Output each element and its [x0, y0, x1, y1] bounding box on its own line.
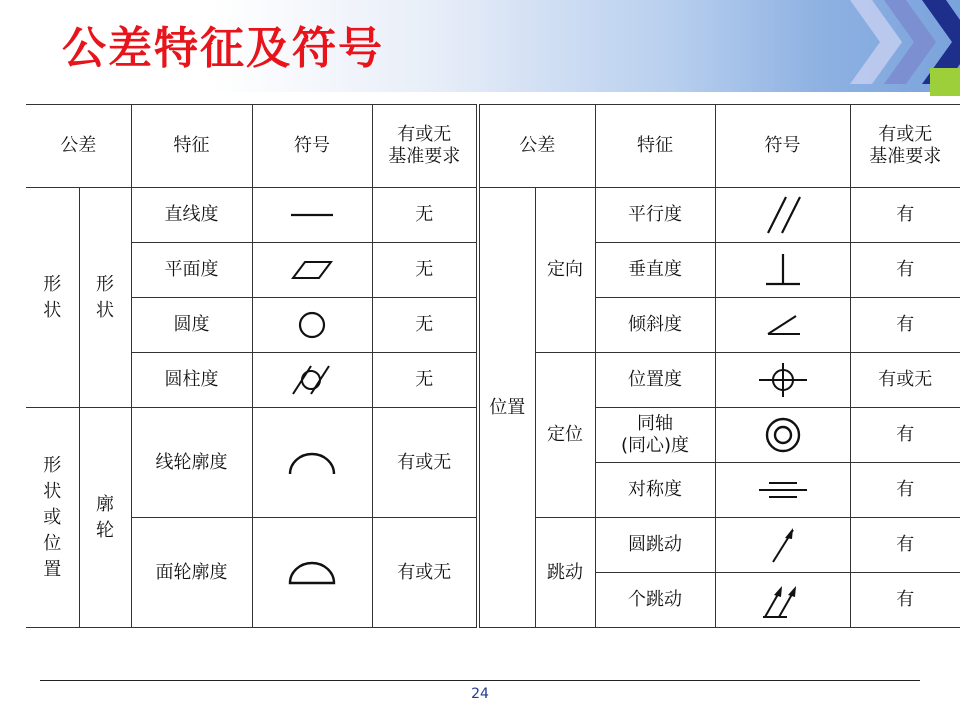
tolerance-table — [26, 104, 960, 628]
datum-cell: 有 — [850, 298, 960, 353]
symbol-cell — [715, 463, 850, 518]
circularity-icon — [292, 309, 332, 341]
page-title: 公差特征及符号 — [62, 23, 384, 74]
feature-cell: 平行度 — [595, 188, 715, 243]
footer-divider — [40, 680, 920, 681]
symbol-cell — [252, 518, 372, 628]
datum-cell: 有或无 — [372, 408, 478, 518]
datum-cell: 有 — [850, 408, 960, 463]
feature-cell: 圆跳动 — [595, 518, 715, 573]
feature-cell: 线轮廓度 — [131, 408, 252, 518]
header-tolerance-left: 公差 — [26, 105, 131, 188]
feature-cell: 位置度 — [595, 353, 715, 408]
datum-cell: 有 — [850, 188, 960, 243]
symbol-cell — [715, 298, 850, 353]
header-symbol-right: 符号 — [715, 105, 850, 188]
symbol-cell — [252, 408, 372, 518]
datum-cell: 有 — [850, 518, 960, 573]
feature-cell: 直线度 — [131, 188, 252, 243]
datum-cell: 有或无 — [372, 518, 478, 628]
datum-cell: 无 — [372, 243, 478, 298]
group-orientation: 定向 — [535, 188, 595, 353]
symbol-cell — [715, 243, 850, 298]
symbol-cell — [252, 353, 372, 408]
circular-runout-icon — [763, 524, 803, 566]
header-feature-left: 特征 — [131, 105, 252, 188]
feature-cell: 平面度 — [131, 243, 252, 298]
datum-cell: 有 — [850, 463, 960, 518]
datum-cell: 无 — [372, 188, 478, 243]
header-symbol-left: 符号 — [252, 105, 372, 188]
group-position-outer: 位置 — [478, 188, 535, 628]
symmetry-icon — [755, 477, 811, 503]
group-shape-outer: 形状 — [26, 188, 79, 408]
header-tolerance-right: 公差 — [478, 105, 595, 188]
group-location: 定位 — [535, 353, 595, 518]
group-profile: 廓轮 — [79, 408, 131, 628]
header-datum-right: 有或无 基准要求 — [850, 105, 960, 188]
page-number: 24 — [471, 686, 489, 702]
position-icon — [753, 360, 813, 400]
symbol-cell — [715, 353, 850, 408]
group-shape-inner: 形状 — [79, 188, 131, 408]
symbol-cell — [252, 188, 372, 243]
total-runout-icon — [757, 579, 809, 621]
feature-cell: 同轴 (同心)度 — [595, 408, 715, 463]
symbol-cell — [715, 408, 850, 463]
feature-cell: 倾斜度 — [595, 298, 715, 353]
header-feature-right: 特征 — [595, 105, 715, 188]
group-runout: 跳动 — [535, 518, 595, 628]
datum-cell: 有或无 — [850, 353, 960, 408]
group-shape-or-position: 形状或位置 — [26, 408, 79, 628]
symbol-cell — [715, 518, 850, 573]
symbol-cell — [715, 188, 850, 243]
header-datum-left: 有或无 基准要求 — [372, 105, 478, 188]
symbol-cell — [252, 243, 372, 298]
angularity-icon — [758, 310, 808, 340]
feature-cell: 圆度 — [131, 298, 252, 353]
parallelism-icon — [758, 193, 808, 237]
table-row — [26, 188, 960, 243]
feature-cell: 圆柱度 — [131, 353, 252, 408]
straightness-icon — [287, 205, 337, 225]
table-header-row — [26, 105, 960, 188]
symbol-cell — [252, 298, 372, 353]
feature-cell: 垂直度 — [595, 243, 715, 298]
datum-cell: 无 — [372, 353, 478, 408]
symbol-cell — [715, 573, 850, 628]
cylindricity-icon — [287, 360, 337, 400]
concentricity-icon — [761, 413, 805, 457]
accent-block — [930, 68, 960, 96]
flatness-icon — [287, 258, 337, 282]
surface-profile-icon — [284, 557, 340, 589]
perpendicularity-icon — [758, 250, 808, 290]
datum-cell: 有 — [850, 243, 960, 298]
feature-cell: 面轮廓度 — [131, 518, 252, 628]
datum-cell: 有 — [850, 573, 960, 628]
feature-cell: 个跳动 — [595, 573, 715, 628]
line-profile-icon — [284, 448, 340, 478]
feature-cell: 对称度 — [595, 463, 715, 518]
datum-cell: 无 — [372, 298, 478, 353]
